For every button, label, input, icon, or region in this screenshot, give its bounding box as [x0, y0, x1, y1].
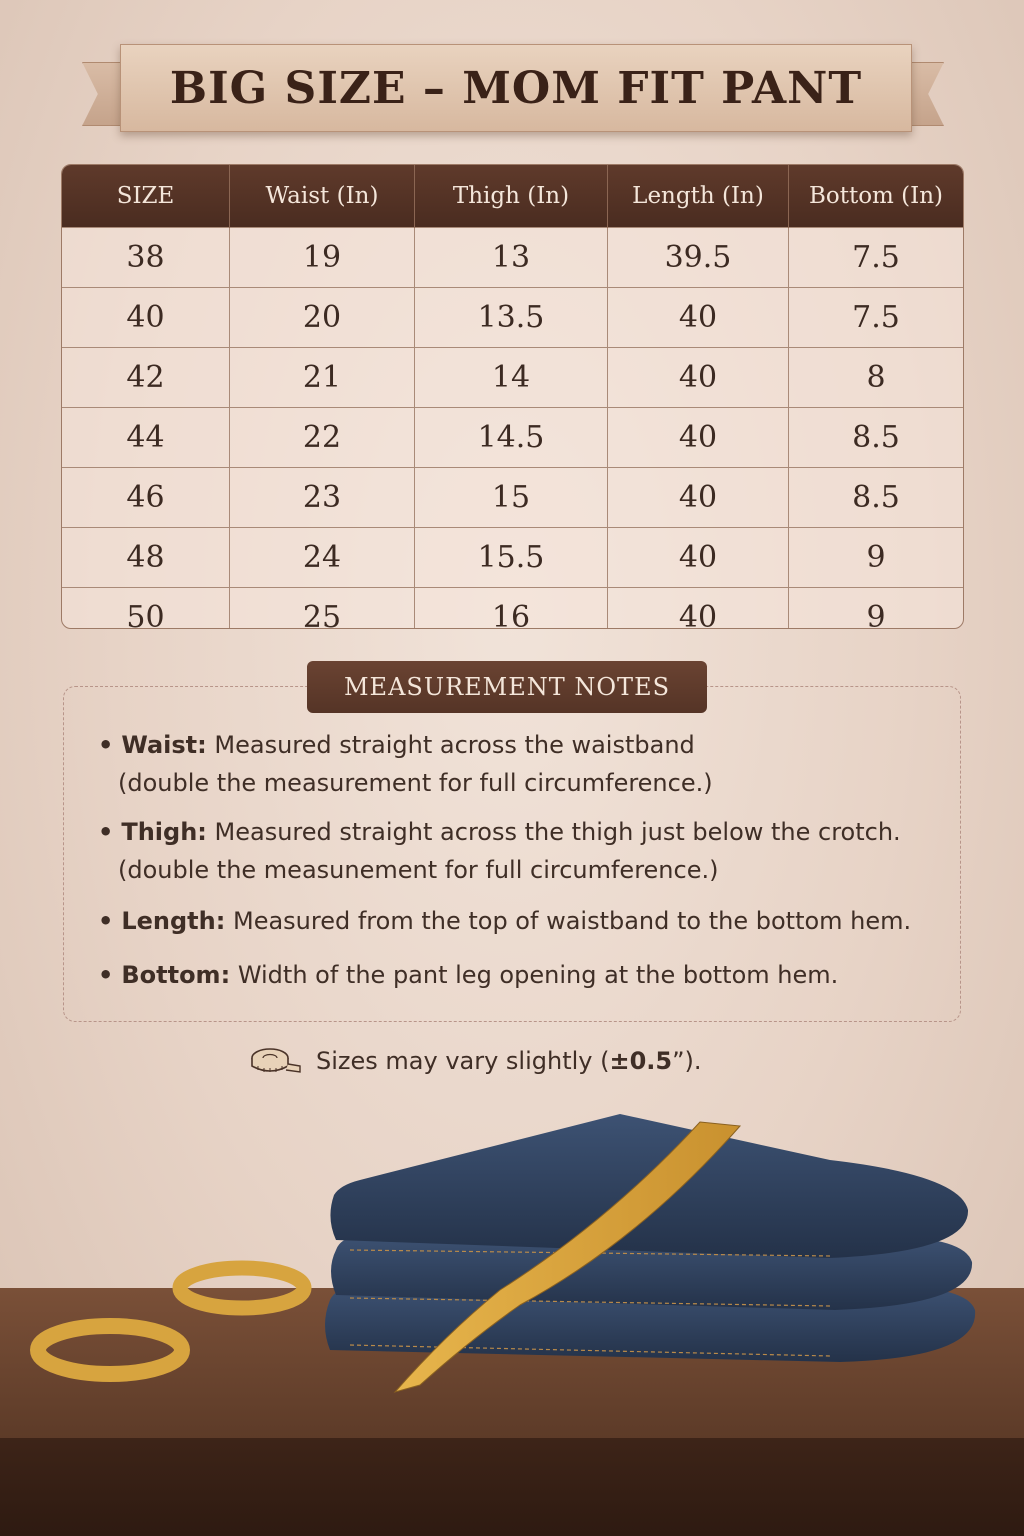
size-variance-note [250, 1046, 702, 1076]
column-header-waist: Waist (In) [230, 165, 415, 228]
table-row [62, 588, 963, 630]
cell-thigh: 13 [415, 228, 608, 288]
cell-waist: 23 [230, 468, 415, 528]
cell-bottom: 8.5 [789, 468, 964, 528]
note-term: Thigh: [121, 818, 207, 846]
cell-thigh: 13.5 [415, 288, 608, 348]
table-header-row [62, 165, 963, 228]
cell-thigh: 14.5 [415, 408, 608, 468]
note-length [98, 902, 911, 940]
column-header-length: Length (In) [608, 165, 789, 228]
cell-length: 40 [608, 528, 789, 588]
note-term: Length: [121, 907, 226, 935]
cell-size: 44 [62, 408, 230, 468]
table-row [62, 528, 963, 588]
table-row [62, 408, 963, 468]
bullet-icon: • [98, 907, 114, 935]
column-header-size: SIZE [62, 165, 230, 228]
cell-waist: 21 [230, 348, 415, 408]
cell-bottom: 7.5 [789, 228, 964, 288]
note-text-line2: (double the measunement for full circumference.) [118, 856, 719, 884]
size-chart-table [61, 164, 964, 629]
cell-waist: 22 [230, 408, 415, 468]
measuring-tape-coil-2 [180, 1268, 304, 1308]
note-text: Measured from the top of waistband to the bottom hem. [232, 907, 912, 935]
bullet-icon: • [98, 731, 114, 759]
cell-waist: 20 [230, 288, 415, 348]
bullet-icon: • [98, 818, 114, 846]
variance-value: ±0.5 [609, 1047, 673, 1075]
table-row [62, 288, 963, 348]
cell-length: 40 [608, 588, 789, 630]
note-text-line2: (double the measurement for full circumference.) [118, 769, 713, 797]
table-row [62, 348, 963, 408]
cell-length: 40 [608, 408, 789, 468]
cell-size: 46 [62, 468, 230, 528]
cell-waist: 24 [230, 528, 415, 588]
note-waist [98, 726, 713, 802]
cell-waist: 25 [230, 588, 415, 630]
cell-length: 40 [608, 348, 789, 408]
cell-bottom: 9 [789, 588, 964, 630]
note-term: Bottom: [121, 961, 231, 989]
note-thigh [98, 813, 901, 889]
table-row [62, 468, 963, 528]
column-header-thigh: Thigh (In) [415, 165, 608, 228]
title-banner [120, 44, 912, 132]
page-title: BIG SIZE – MOM FIT PANT [169, 62, 863, 114]
measurement-notes-label: MEASUREMENT NOTES [307, 661, 707, 713]
note-term: Waist: [121, 731, 207, 759]
cell-thigh: 15.5 [415, 528, 608, 588]
cell-size: 48 [62, 528, 230, 588]
cell-thigh: 15 [415, 468, 608, 528]
measuring-tape-icon [250, 1046, 302, 1076]
note-text: Measured straight across the thigh just below the crotch. [214, 818, 901, 846]
variance-suffix: ”). [672, 1047, 702, 1075]
note-text: Width of the pant leg opening at the bottom hem. [237, 961, 839, 989]
cell-size: 42 [62, 348, 230, 408]
table-row [62, 228, 963, 288]
variance-text [316, 1047, 702, 1075]
cell-size: 38 [62, 228, 230, 288]
note-bottom [98, 956, 838, 994]
cell-thigh: 16 [415, 588, 608, 630]
wooden-table-edge [0, 1438, 1024, 1536]
cell-bottom: 9 [789, 528, 964, 588]
cell-length: 40 [608, 468, 789, 528]
cell-bottom: 7.5 [789, 288, 964, 348]
cell-thigh: 14 [415, 348, 608, 408]
cell-size: 40 [62, 288, 230, 348]
cell-bottom: 8 [789, 348, 964, 408]
cell-waist: 19 [230, 228, 415, 288]
cell-bottom: 8.5 [789, 408, 964, 468]
cell-size: 50 [62, 588, 230, 630]
column-header-bottom: Bottom (In) [789, 165, 964, 228]
cell-length: 39.5 [608, 228, 789, 288]
folded-jeans-illustration [0, 1100, 1024, 1420]
bullet-icon: • [98, 961, 114, 989]
variance-prefix: Sizes may vary slightly ( [316, 1047, 610, 1075]
note-text: Measured straight across the waistband [214, 731, 695, 759]
cell-length: 40 [608, 288, 789, 348]
measuring-tape-coil-1 [38, 1326, 182, 1374]
